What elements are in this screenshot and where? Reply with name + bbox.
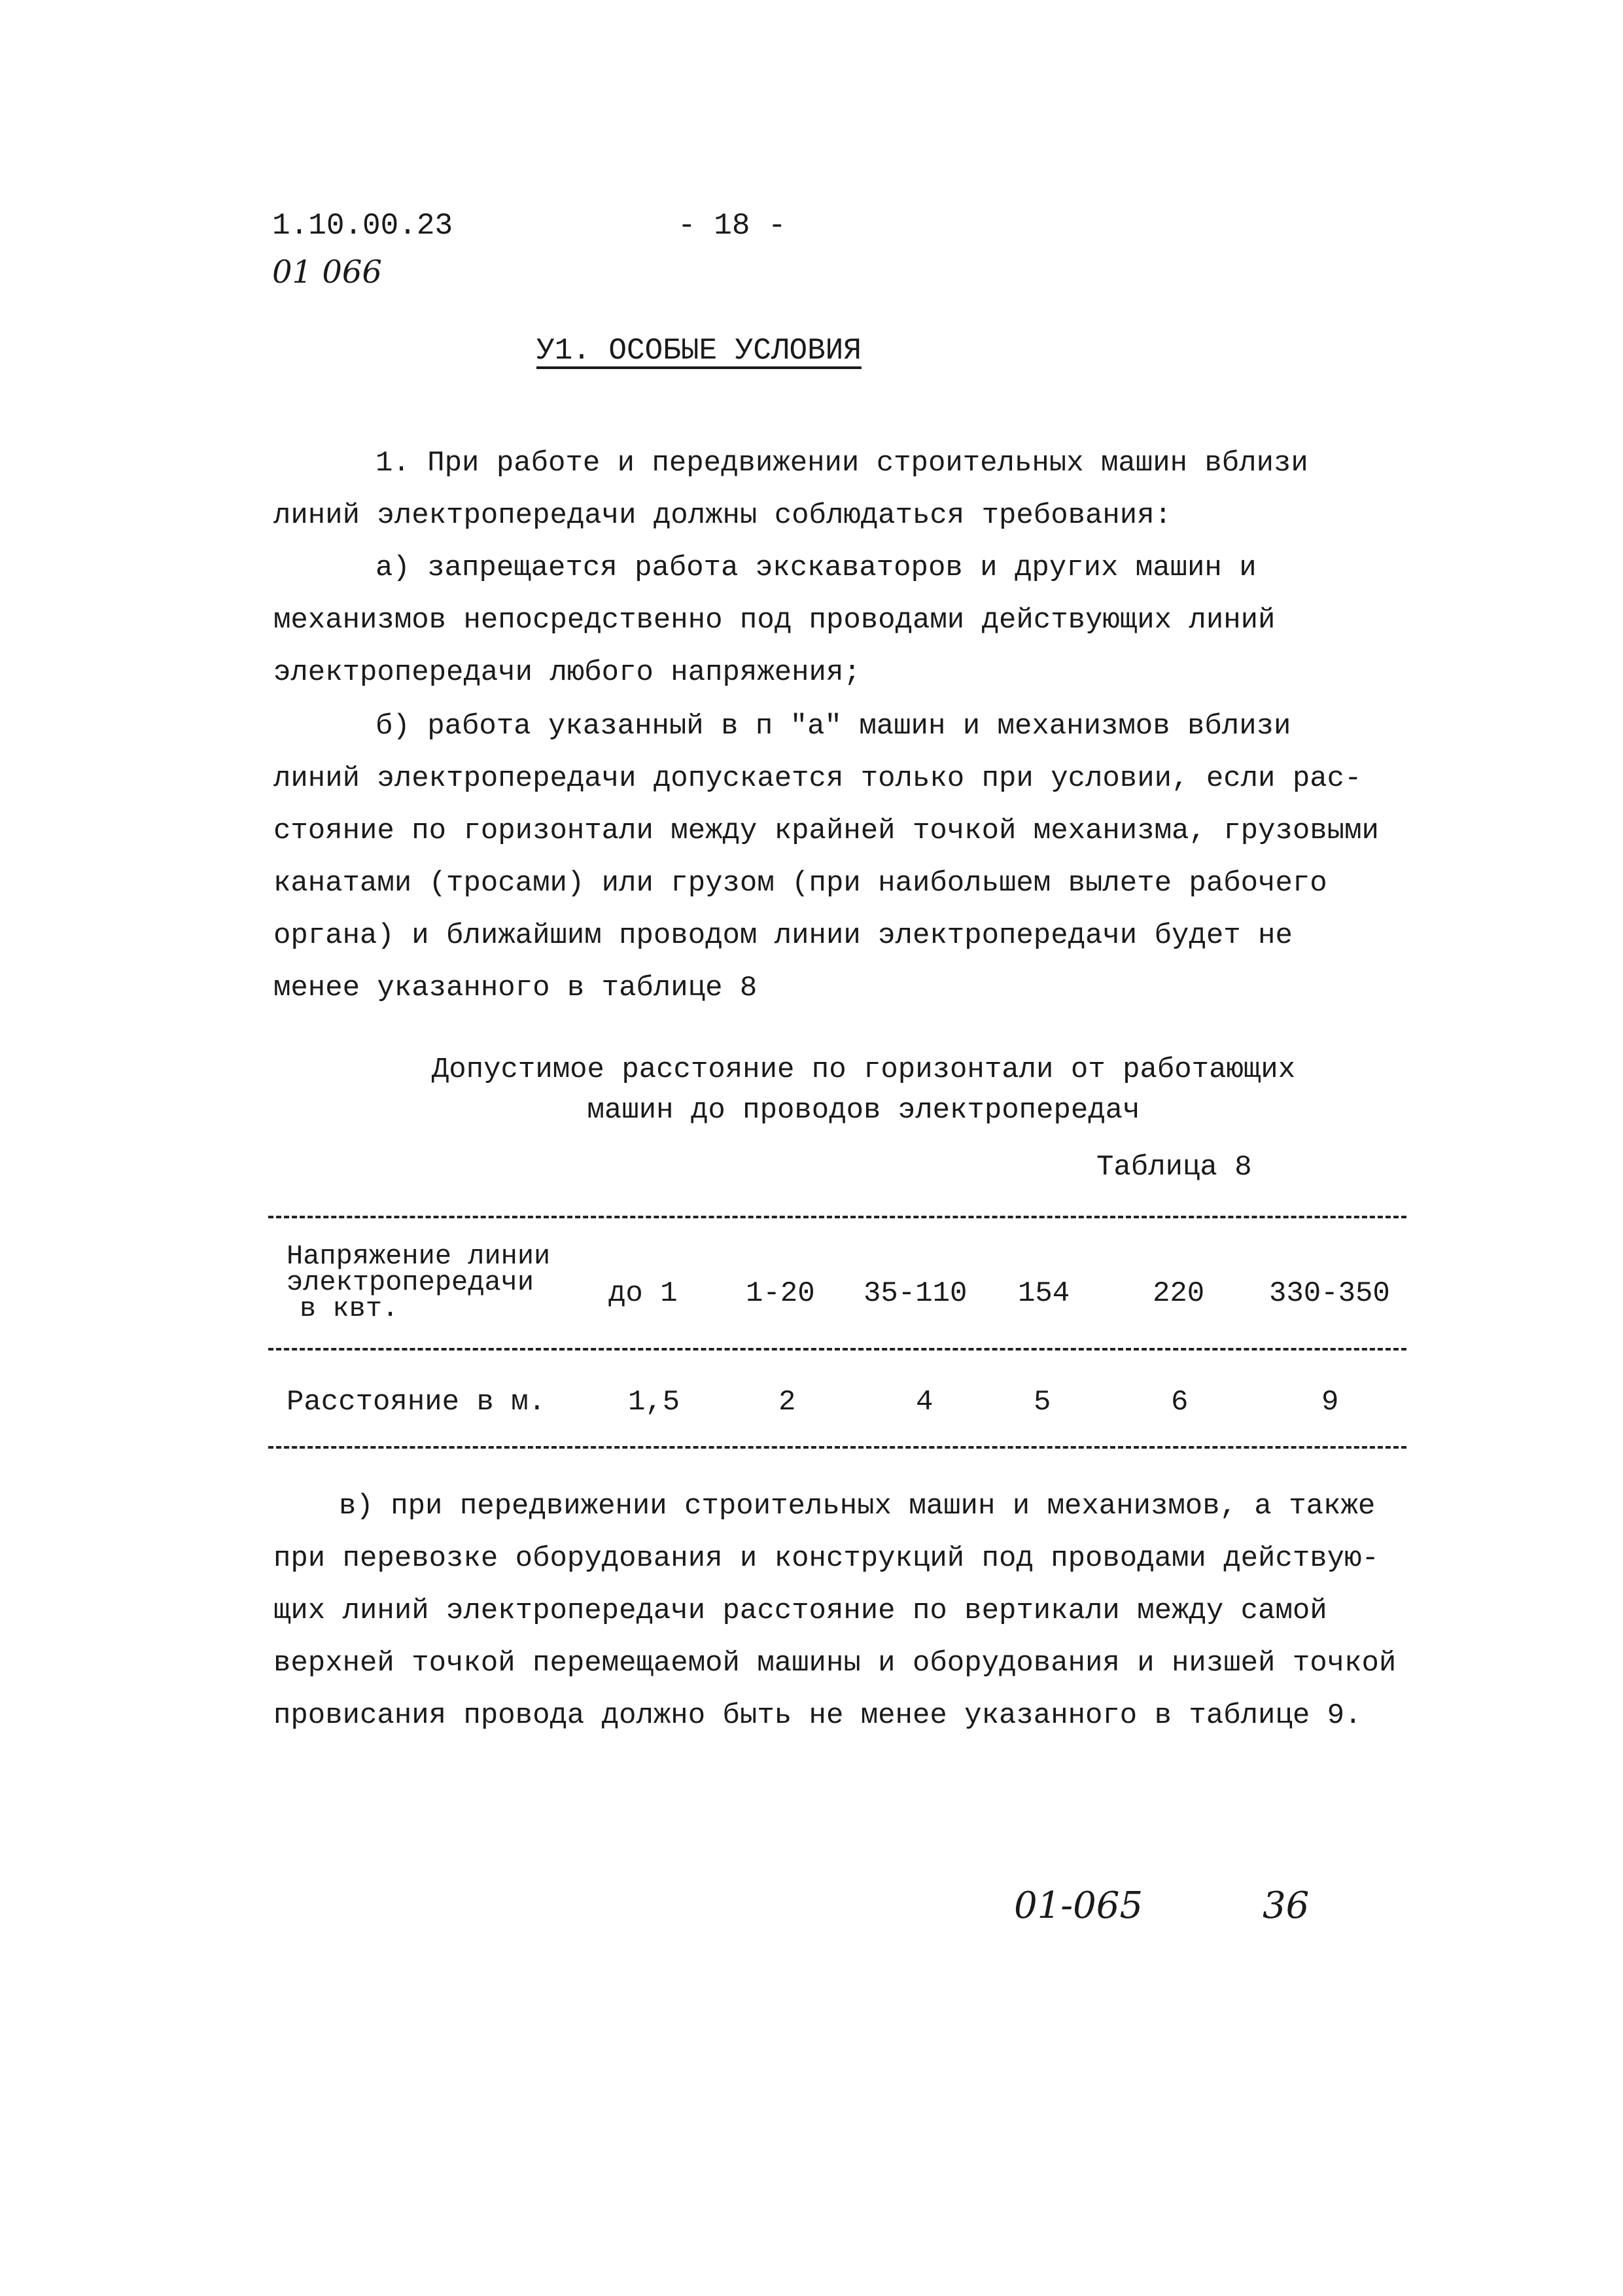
table-cell: 154 <box>1018 1277 1070 1310</box>
paragraph-line: менее указанного в таблице 8 <box>273 972 758 1004</box>
paragraph-b <box>273 700 1386 1014</box>
paragraph-line: а) запрещается работа экскаваторов и других машин и <box>375 552 1257 584</box>
paragraph-line: в) при передвижении строительных машин и механизмов, а также <box>339 1490 1376 1523</box>
row-1-header <box>287 1243 550 1322</box>
table-cell: 6 <box>1171 1386 1189 1419</box>
document-code: 1.10.00.23 <box>272 209 453 243</box>
paragraph-line: органа) и ближайшим проводом линии электропередачи будет не <box>273 919 1293 952</box>
paragraph-1 <box>273 437 1386 542</box>
row-1-header-line: электропередачи <box>287 1267 534 1298</box>
table-cell: 2 <box>778 1386 796 1419</box>
paragraph-line: при перевозке оборудования и конструкций под проводами действую- <box>273 1542 1379 1575</box>
table-rule-middle <box>268 1348 1406 1351</box>
paragraph-line: линий электропередачи допускается только при условии, если рас- <box>273 762 1362 795</box>
handwritten-footer-code: 01-065 <box>1014 1884 1143 1927</box>
paragraph-line: канатами (тросами) или грузом (при наибольшем вылете рабочего <box>273 867 1327 900</box>
table-cell: 1-20 <box>746 1277 815 1310</box>
table-cell: 220 <box>1153 1277 1205 1310</box>
row-1-header-line: Напряжение линии <box>287 1241 551 1272</box>
table-rule-bottom <box>268 1446 1406 1449</box>
handwritten-footer-number: 36 <box>1263 1884 1310 1927</box>
table-8-label: Таблица 8 <box>1096 1151 1252 1184</box>
paragraph-line: электропередачи любого напряжения; <box>273 656 861 689</box>
table-cell: 330-350 <box>1269 1277 1390 1310</box>
table-cell: 9 <box>1321 1386 1339 1419</box>
table-8-title-line-1: Допустимое расстояние по горизонтали от работающих <box>431 1053 1296 1086</box>
table-rule-top <box>268 1216 1406 1218</box>
paragraph-v <box>273 1480 1397 1742</box>
table-cell: 35-110 <box>864 1277 968 1310</box>
table-cell: 1,5 <box>628 1386 680 1419</box>
table-cell: 4 <box>916 1386 934 1419</box>
paragraph-line: провисания провода должно быть не менее указанного в таблице 9. <box>273 1699 1362 1732</box>
paragraph-line: стояние по горизонтали между крайней точкой механизма, грузовыми <box>273 815 1379 847</box>
paragraph-line: механизмов непосредственно под проводами действующих линий <box>273 604 1276 637</box>
table-cell: 5 <box>1034 1386 1051 1419</box>
paragraph-line: б) работа указанный в п "а" машин и механизмов вблизи <box>375 710 1291 743</box>
table-cell: до 1 <box>608 1277 678 1310</box>
row-2-header: Расстояние в м. <box>287 1386 546 1419</box>
paragraph-line: верхней точкой перемещаемой машины и оборудования и низшей точкой <box>273 1647 1397 1680</box>
row-1-header-line: в квт. <box>300 1293 399 1324</box>
paragraph-line: линий электропередачи должны соблюдаться требования: <box>273 499 1172 532</box>
paragraph-a <box>273 542 1386 699</box>
handwritten-code: 01 066 <box>272 254 382 291</box>
paragraph-line: 1. При работе и передвижении строительных машин вблизи <box>375 447 1308 480</box>
section-title: У1. ОСОБЫЕ УСЛОВИЯ <box>536 334 862 368</box>
page-number: - 18 - <box>678 209 786 243</box>
table-8-title-line-2: машин до проводов электропередач <box>587 1094 1140 1127</box>
paragraph-line: щих линий электропередачи расстояние по вертикали между самой <box>273 1595 1327 1627</box>
